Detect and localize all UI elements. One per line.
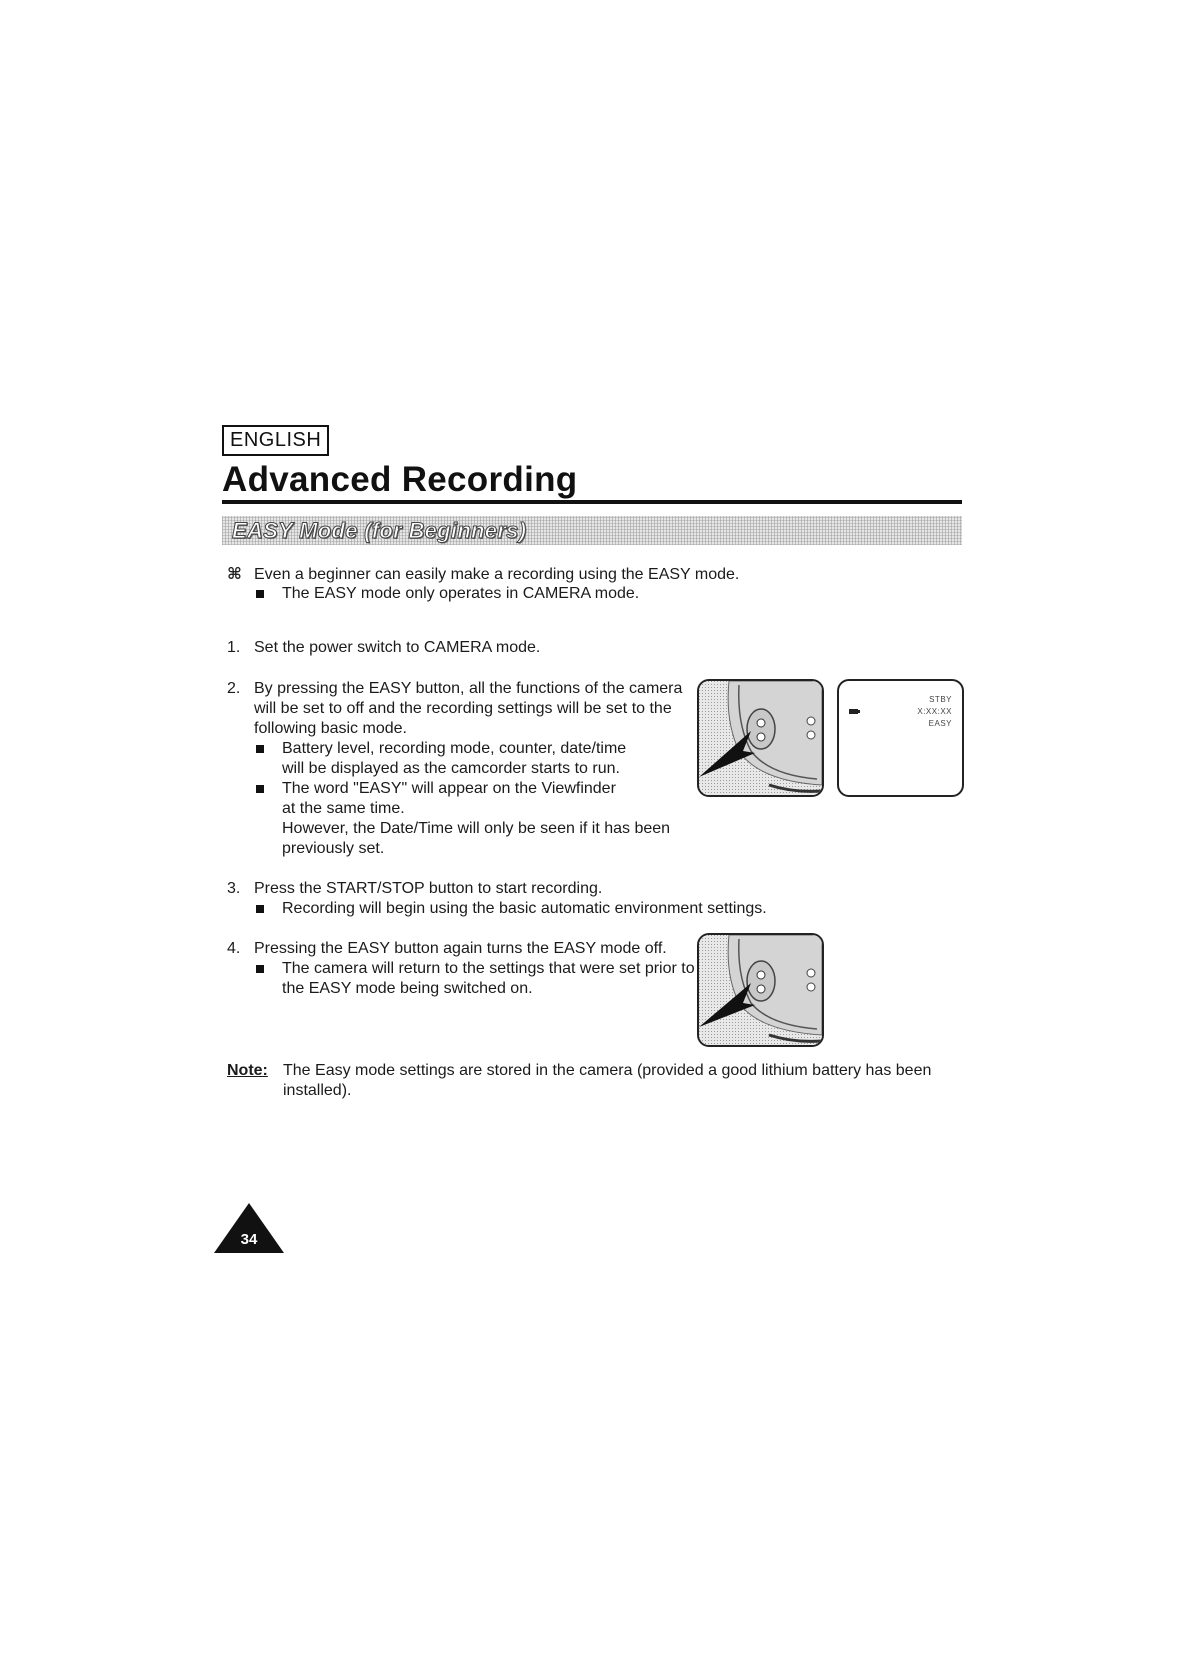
step-2-bullet-line: However, the Date/Time will only be seen if it has been	[282, 820, 671, 837]
step-4-line: Pressing the EASY button again turns the EASY mode off.	[254, 940, 667, 957]
step-4-number: 4.	[227, 940, 241, 957]
bullet-icon	[256, 965, 264, 973]
step-2-bullet-line: The word "EASY" will appear on the Viewfinder	[282, 780, 616, 797]
step-1-number: 1.	[227, 639, 241, 656]
note-mark-icon: ⌘	[227, 566, 242, 583]
bullet-icon	[256, 785, 264, 793]
title-divider	[222, 500, 962, 504]
step-3-number: 3.	[227, 880, 241, 897]
intro-line: Even a beginner can easily make a recording using the EASY mode.	[254, 566, 740, 583]
step-4-bullet-line: the EASY mode being switched on.	[282, 980, 533, 997]
battery-tip	[858, 710, 860, 713]
note-line: The Easy mode settings are stored in the camera (provided a good lithium battery has been	[283, 1062, 932, 1079]
camera-easy-button-illustration	[697, 679, 824, 797]
viewfinder-display	[837, 679, 964, 797]
intro-bullet-line: The EASY mode only operates in CAMERA mode.	[282, 585, 640, 602]
step-2-bullet-line: will be displayed as the camcorder starts to run.	[282, 760, 620, 777]
step-2-bullet-line: Battery level, recording mode, counter, date/time	[282, 740, 627, 757]
section-title: EASY Mode (for Beginners)	[232, 518, 527, 543]
step-2-line: By pressing the EASY button, all the functions of the camera	[254, 680, 683, 697]
step-1-text: Set the power switch to CAMERA mode.	[254, 639, 541, 656]
step-2-bullet-line: previously set.	[282, 840, 385, 857]
note-line: installed).	[283, 1082, 352, 1099]
note-label: Note:	[227, 1062, 268, 1079]
bullet-icon	[256, 745, 264, 753]
battery-icon	[849, 709, 858, 714]
page-title: Advanced Recording	[222, 460, 578, 499]
camera-side-icon	[699, 681, 822, 795]
bullet-icon	[256, 590, 264, 598]
viewfinder-status: STBY	[929, 695, 952, 704]
camera-side-icon	[699, 935, 822, 1045]
step-2-number: 2.	[227, 680, 241, 697]
viewfinder-counter: X:XX:XX	[917, 707, 952, 716]
step-3-bullet-line: Recording will begin using the basic automatic environment settings.	[282, 900, 767, 917]
page-number: 34	[240, 1231, 258, 1248]
step-2-line: following basic mode.	[254, 720, 407, 737]
section-header-bar	[222, 516, 962, 545]
bullet-icon	[256, 905, 264, 913]
page-number-badge	[214, 1203, 284, 1253]
step-2-line: will be set to off and the recording settings will be set to the	[254, 700, 672, 717]
language-badge: ENGLISH	[222, 425, 329, 456]
step-2-bullet-line: at the same time.	[282, 800, 405, 817]
camera-easy-button-illustration-2	[697, 933, 824, 1047]
step-3-line: Press the START/STOP button to start recording.	[254, 880, 603, 897]
viewfinder-mode: EASY	[928, 719, 952, 728]
step-4-bullet-line: The camera will return to the settings that were set prior to	[282, 960, 695, 977]
